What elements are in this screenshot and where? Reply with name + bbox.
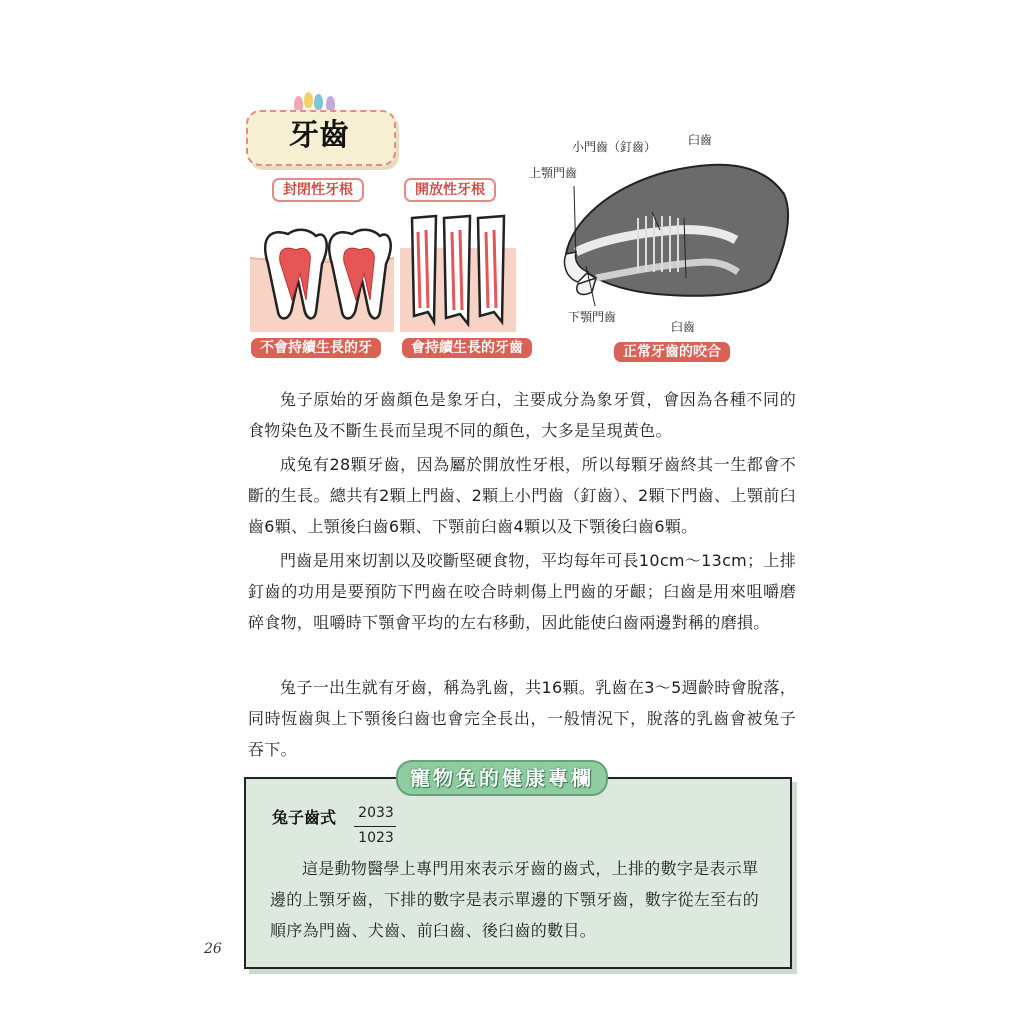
dental-formula-lower: 1023 — [358, 830, 394, 846]
bite-caption: 正常牙齒的咬合 — [614, 342, 730, 362]
closed-root-caption: 不會持續生長的牙 — [251, 338, 381, 358]
section-title: 牙齒 — [289, 118, 349, 153]
molar-top-label: 臼齒 — [688, 133, 713, 147]
paragraph-milk-teeth: 兔子一出生就有牙齒，稱為乳齒，共16顆。乳齒在3～5週齡時會脫落，同時恆齒與上下顎後臼齒也會完全長出，一般情況下，脫落的乳齒會被兔子吞下。 — [248, 678, 796, 759]
bunny-ear-icon — [304, 92, 313, 108]
bunny-ear-icon — [314, 94, 323, 110]
dental-formula-label: 兔子齒式 — [272, 808, 337, 827]
rabbit-jaw-illustration — [556, 160, 800, 306]
health-column-title-badge — [396, 760, 608, 796]
closed-root-teeth-illustration — [250, 228, 394, 332]
paragraph-tooth-color: 兔子原始的牙齒顏色是象牙白，主要成分為象牙質，會因為各種不同的食物染色及不斷生長而呈現不同的顏色，大多是呈現黃色。 — [248, 390, 796, 440]
open-root-caption: 會持續生長的牙齒 — [402, 338, 532, 358]
lower-incisor-label: 下顎門齒 — [568, 310, 617, 324]
health-column-title: 寵物兔的健康專欄 — [410, 766, 594, 790]
dental-formula-upper: 2033 — [358, 805, 394, 821]
small-incisor-label: 小門齒（釘齒） — [572, 140, 657, 154]
open-root-label: 開放性牙根 — [404, 178, 496, 202]
page-number: 26 — [204, 941, 222, 957]
open-root-teeth-illustration — [400, 212, 516, 332]
paragraph-tooth-count: 成兔有28顆牙齒，因為屬於開放性牙根，所以每顆牙齒終其一生都會不斷的生長。總共有2顆上門齒、2顆上小門齒（釘齒）、2顆下門齒、上顎前臼齒6顆、上顎後臼齒6顆、下顎前臼齒4顆以及下顎後臼齒6顆。 — [248, 455, 796, 536]
upper-incisor-label: 上顎門齒 — [529, 166, 578, 180]
paragraph-tooth-function: 門齒是用來切割以及咬斷堅硬食物，平均每年可長10cm～13cm；上排釘齒的功用是要預防下門齒在咬合時刺傷上門齒的牙齦；臼齒是用來咀嚼磨碎食物，咀嚼時下顎會平均的左右移動，因此能使臼齒兩邊對稱的磨損。 — [248, 551, 796, 632]
health-column-text: 這是動物醫學上專門用來表示牙齒的齒式，上排的數字是表示單邊的上顎牙齒，下排的數字是表示單邊的下顎牙齒，數字從左至右的順序為門齒、犬齒、前臼齒、後臼齒的數目。 — [270, 859, 760, 940]
title-decoration — [294, 92, 346, 112]
closed-root-label: 封閉性牙根 — [272, 178, 364, 202]
dental-formula-divider — [354, 826, 396, 827]
molar-bottom-label: 臼齒 — [671, 320, 696, 334]
